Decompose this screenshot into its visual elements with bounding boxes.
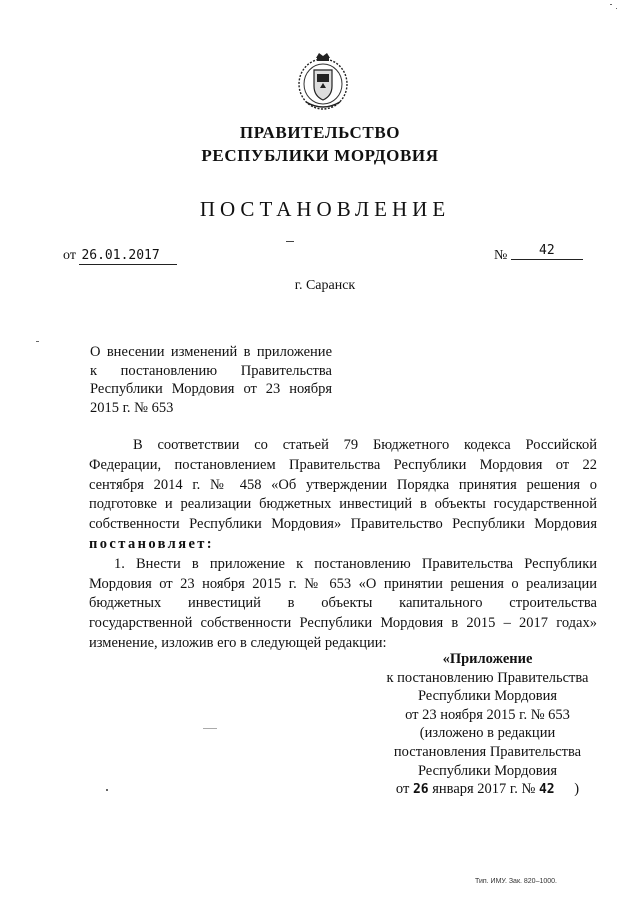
body-line: государственной собственности Республики Мордовия в 2015 – 2017 годах» xyxy=(89,615,597,632)
appendix-number: 42 xyxy=(538,782,555,798)
body-line: 1. Внести в приложение к постановлению Правительства Республики xyxy=(114,555,597,572)
org-name-line1: ПРАВИТЕЛЬСТВО xyxy=(239,123,401,142)
appendix-month-year: января 2017 г. № xyxy=(432,781,536,798)
appendix-line: от 23 ноября 2015 г. № 653 xyxy=(405,706,570,723)
date-field xyxy=(63,247,177,265)
date-prefix: от xyxy=(63,248,76,263)
print-mark: Тип. ИМУ. Зак. 820–1000. xyxy=(475,878,557,885)
document-subject xyxy=(90,343,332,417)
subject-line: 2015 г. № 653 xyxy=(90,399,174,416)
appendix-close-paren: ) xyxy=(574,781,580,798)
number-prefix: № xyxy=(494,248,508,263)
appendix-title: «Приложение xyxy=(442,651,533,667)
appendix-day: 26 xyxy=(412,782,429,798)
appendix-line: к постановлению Правительства xyxy=(386,669,589,686)
body-line: В соответствии со статьей 79 Бюджетного кодекса Российской xyxy=(133,437,597,453)
body-line: сентября 2014 г. № 458 «Об утверждении Порядка принятия решения о xyxy=(89,476,597,493)
subject-line: к постановлению Правительства xyxy=(90,362,332,379)
document-body xyxy=(89,436,597,654)
number-value: 42 xyxy=(511,242,583,260)
appendix-reference xyxy=(370,650,605,800)
body-line: Федерации, постановлением Правительства Республики Мордовия от 22 xyxy=(89,456,597,473)
date-value: 26.01.2017 xyxy=(79,247,177,265)
appendix-line: (изложено в редакции xyxy=(419,725,556,742)
appendix-line: постановления Правительства xyxy=(393,743,582,760)
scan-speck xyxy=(616,8,617,9)
org-name-line2: РЕСПУБЛИКИ МОРДОВИЯ xyxy=(201,146,439,165)
subject-line: Республики Мордовия от 23 ноября xyxy=(90,381,332,397)
body-line: подготовке и реализации бюджетных инвестиций в объекты государственной xyxy=(89,496,597,513)
decides-word: постановляет: xyxy=(89,535,215,552)
number-field xyxy=(494,243,583,265)
body-line: собственности Республики Мордовия» Правительство Республики Мордовия xyxy=(89,516,597,533)
appendix-from: от xyxy=(395,781,410,798)
coat-of-arms-icon xyxy=(296,52,350,112)
scan-speck xyxy=(610,4,612,5)
appendix-line: Республики Мордовия xyxy=(417,762,558,779)
scan-speck xyxy=(36,341,39,342)
city: г. Саранск xyxy=(294,278,356,293)
subject-line: О внесении изменений в приложение xyxy=(90,344,332,360)
body-line: бюджетных инвестиций в объекты капитального строительства xyxy=(89,595,597,612)
appendix-line: Республики Мордовия xyxy=(417,688,558,705)
scan-speck xyxy=(203,728,217,729)
document-type: ПОСТАНОВЛЕНИЕ xyxy=(199,197,451,221)
scan-speck xyxy=(106,789,108,791)
body-line: изменение, изложив его в следующей редакции: xyxy=(89,634,387,651)
body-line: Мордовия от 23 ноября 2015 г. № 653 «О принятии решения о реализации xyxy=(89,575,597,592)
appendix-last-line xyxy=(370,780,605,800)
dash-mark xyxy=(286,241,294,242)
